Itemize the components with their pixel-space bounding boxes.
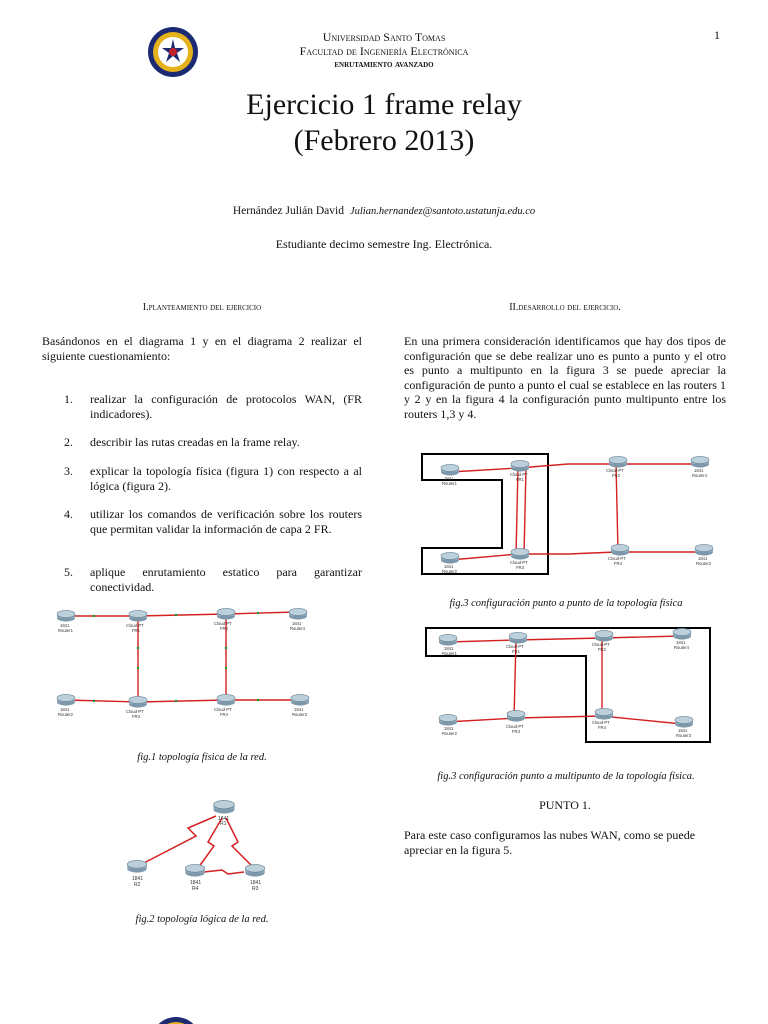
figure-2-logical-topology bbox=[118, 794, 278, 894]
list-item-number: 2. bbox=[64, 435, 73, 449]
fig3-c1-a: Cloud-PT bbox=[510, 472, 528, 477]
author-email: Julian.hernandez@santoto.ustatunja.edu.co bbox=[349, 206, 536, 217]
fig4-c3-b: FR3 bbox=[512, 729, 520, 734]
header-faculty: Facultad de Ingeniería Electrónica bbox=[299, 44, 469, 58]
fig3-c3-b: FR3 bbox=[516, 565, 524, 570]
fig4-c2-b: FR2 bbox=[598, 647, 606, 652]
fig3-c4-a: Cloud-PT bbox=[608, 556, 626, 561]
label-logical-r2: R2 bbox=[134, 882, 141, 888]
figure-4-point-to-multipoint bbox=[422, 624, 714, 746]
right-paragraph: En una primera consideración identificamos que hay dos tipos de configuración que se debe realizar uno es punto a punto y el otro es punto a multipunto en la figura 3 se puede apreciar la configuración de punto a punto el cual se establece en las routers 1 y 2 y en la figura 4 la configuración punto multipunto entre los routers 1,3 y 4. bbox=[404, 334, 726, 421]
fig3-r1-model: 1841 bbox=[444, 476, 454, 481]
punto-text: Para este caso configuramos las nubes WAN, como se puede apreciar en la figura 5. bbox=[404, 828, 696, 857]
section-title-left: I.planteamiento del ejercicio bbox=[142, 302, 262, 313]
list-item bbox=[64, 435, 362, 450]
university-seal bbox=[147, 26, 199, 78]
label-r4: Router4 bbox=[290, 626, 305, 631]
list-item-number: 3. bbox=[64, 464, 73, 478]
list-item-text: describir las rutas creadas en la frame relay. bbox=[90, 435, 300, 449]
author-line bbox=[110, 205, 658, 217]
label-logical-r1-model: 1841 bbox=[218, 816, 230, 822]
fig1-caption: fig.1 topología física de la red. bbox=[137, 752, 267, 763]
fig3-caption: fig.3 configuración punto a punto de la topología física bbox=[449, 598, 683, 609]
label-logical-r3: R3 bbox=[252, 886, 259, 892]
list-item bbox=[64, 392, 362, 421]
fig3-r4: Router4 bbox=[692, 473, 707, 478]
label-r3: Router3 bbox=[292, 712, 307, 717]
page-number: 1 bbox=[714, 28, 720, 42]
fig4-caption: fig.3 configuración punto a multipunto de la topología física. bbox=[437, 771, 695, 782]
label-c3-b: FR3 bbox=[132, 714, 140, 719]
author-name: Hernández Julián David bbox=[232, 205, 344, 217]
list-item-number: 5. bbox=[64, 565, 73, 579]
header-university: Universidad Santo Tomas bbox=[322, 30, 446, 44]
next-page-seal bbox=[150, 1016, 202, 1024]
figure-1-physical-topology bbox=[46, 608, 328, 726]
list-item bbox=[64, 464, 362, 493]
fig3-r4-model: 1841 bbox=[694, 468, 704, 473]
list-item-text: explicar la topología física (figura 1) con respecto a al lógica (figura 2). bbox=[90, 464, 362, 493]
label-c1-a: Cloud-PT bbox=[126, 623, 144, 628]
label-logical-r1: R1 bbox=[220, 821, 227, 827]
label-r1: Router1 bbox=[58, 628, 73, 633]
list-item-text: realizar la configuración de protocolos WAN, (FR indicadores). bbox=[90, 392, 362, 421]
fig3-r2-model: 1841 bbox=[444, 564, 454, 569]
figure-3-point-to-point bbox=[418, 450, 718, 580]
list-item-text: utilizar los comandos de verificación sobre los routers que permitan validar la información de capa 2 FR. bbox=[90, 507, 362, 536]
label-c2-a: Cloud-PT bbox=[214, 621, 232, 626]
fig3-c1-b: FR1 bbox=[516, 477, 524, 482]
label-logical-r2-model: 1841 bbox=[132, 876, 144, 882]
fig2-caption: fig.2 topología lógica de la red. bbox=[135, 914, 269, 925]
list-item-number: 1. bbox=[64, 392, 73, 406]
fig4-r3: Router3 bbox=[676, 733, 691, 738]
title-line-2: (Febrero 2013) bbox=[293, 124, 475, 157]
fig4-r4-model: 1841 bbox=[676, 640, 686, 645]
label-c4-a: Cloud-PT bbox=[214, 707, 232, 712]
fig3-r3: Router3 bbox=[696, 561, 711, 566]
label-c4-b: FR4 bbox=[220, 712, 228, 717]
left-intro: Basándonos en el diagrama 1 y en el diagrama 2 realizar el siguiente cuestionamiento: bbox=[42, 334, 362, 363]
label-r4-model: 1841 bbox=[292, 621, 302, 626]
fig4-r2-model: 1841 bbox=[444, 726, 454, 731]
label-logical-r4-model: 1841 bbox=[190, 880, 202, 886]
label-r2-model: 1841 bbox=[60, 707, 70, 712]
fig4-c3-a: Cloud-PT bbox=[506, 724, 524, 729]
fig4-r1-model: 1841 bbox=[444, 646, 454, 651]
fig3-c2-a: Cloud-PT bbox=[606, 468, 624, 473]
list-item-number: 4. bbox=[64, 507, 73, 521]
list-item bbox=[64, 565, 362, 594]
label-logical-r4: R4 bbox=[192, 886, 199, 892]
label-c1-b: FR1 bbox=[132, 628, 140, 633]
fig3-c3-a: Cloud-PT bbox=[510, 560, 528, 565]
fig3-c2-b: FR2 bbox=[612, 473, 620, 478]
author-affiliation: Estudiante decimo semestre Ing. Electrónica. bbox=[275, 237, 493, 251]
label-r1-model: 1841 bbox=[60, 623, 70, 628]
header-course: enrutamiento avanzado bbox=[334, 59, 434, 70]
fig3-r2: Router2 bbox=[442, 569, 457, 574]
label-r3-model: 1841 bbox=[294, 707, 304, 712]
label-c2-b: FR2 bbox=[220, 626, 228, 631]
fig4-r3-model: 1841 bbox=[678, 728, 688, 733]
fig3-r3-model: 1841 bbox=[698, 556, 708, 561]
fig4-r1: Router1 bbox=[442, 651, 457, 656]
list-item bbox=[64, 507, 362, 536]
fig3-r1: Router1 bbox=[442, 481, 457, 486]
list-item-text: aplique enrutamiento estatico para garantizar conectividad. bbox=[90, 565, 362, 594]
fig4-c1-a: Cloud-PT bbox=[506, 644, 524, 649]
fig4-c2-a: Cloud-PT bbox=[592, 642, 610, 647]
fig4-r2: Router2 bbox=[442, 731, 457, 736]
fig4-c4-a: Cloud-PT bbox=[592, 720, 610, 725]
label-r2: Router2 bbox=[58, 712, 73, 717]
label-c3-a: Cloud-PT bbox=[126, 709, 144, 714]
title-line-1: Ejercicio 1 frame relay bbox=[246, 88, 522, 121]
fig4-c4-b: FR4 bbox=[598, 725, 606, 730]
fig4-c1-b: FR1 bbox=[512, 649, 520, 654]
fig3-c4-b: FR4 bbox=[614, 561, 622, 566]
section-title-right: II.desarrollo del ejercicio. bbox=[509, 302, 621, 313]
punto-title: PUNTO 1. bbox=[539, 798, 591, 812]
fig4-r4: Router4 bbox=[674, 645, 689, 650]
label-logical-r3-model: 1841 bbox=[250, 880, 262, 886]
